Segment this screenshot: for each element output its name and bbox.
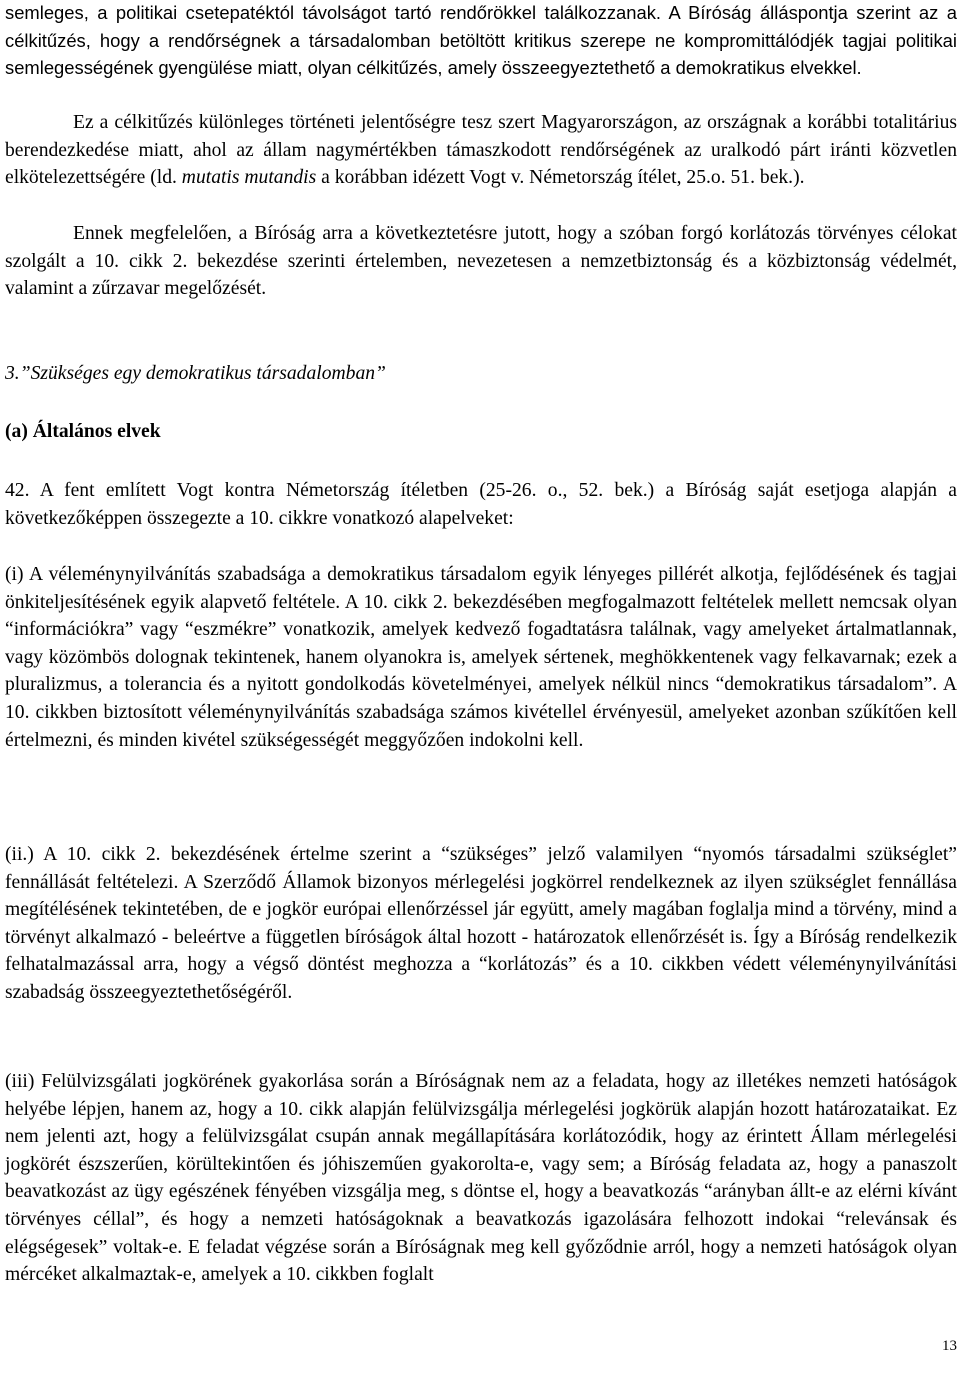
principle-iii: (iii) Felülvizsgálati jogkörének gyakorlása során a Bíróságnak nem az a feladata, hogy az illetékes nemzeti hatóságok helyébe lépjen, hanem az, hogy a 10. cikk alapján felülvizsgálja mérlegelési jogkörük alapján hozott határozataikat. Ez nem jelenti azt, hogy a felülvizsgálat csupán annak megállapítására korlátozódik, hogy az érintett Állam mérlegelési jogkörét észszerűen, körültekintően és jóhiszeműen gyakorolta-e, vagy sem; a Bíróság feladata az, hogy a panaszolt beavatkozást az ügy egészének fényében vizsgálja meg, s döntse el, hogy a beavatkozás “arányban állt-e az elérni kívánt törvényes céllal”, és hogy a nemzeti hatóságoknak a beavatkozás igazolására felhozott indokai “relevánsak és elégségesek” voltak-e. E feladat végzése során a Bíróságnak meg kell győződnie arról, hogy a nemzeti hatóságok olyan mércéket alkalmaztak-e, amelyek a 10. cikkben foglalt — [5, 1071, 957, 1286]
paragraph-42: 42. A fent említett Vogt kontra Németország ítéletben (25-26. o., 52. bek.) a Bíróság saját esetjoga alapján a következőképpen összegezte a 10. cikkre vonatkozó alapelveket: — [5, 480, 957, 529]
history-text-a: Ez a célkitűzés különleges történeti jelentőségre tesz szert Magyarországon, az országnak a korábbi totalitárius berendezkedése miatt, ahol az állam nagymértékben támaszkodott rendőrségének az uralkodó párt iránti közvetlen elkötelezettségére (ld. — [5, 112, 957, 189]
paragraph-police-neutrality: semleges, a politikai csetepatéktól távolságot tartó rendőrökkel találkozzanak. A Bíróság álláspontja szerint az a célkitűzés, hogy a rendőrségnek a társadalomban betöltött kritikus szerepe ne kompromittálódjék tagjai politikai semlegességének gyengülése miatt, olyan célkitűzés, amely összeegyeztethető a demokratikus elvekkel. — [5, 2, 957, 78]
subsection-heading: (a) Általános elvek — [5, 421, 161, 442]
latin-phrase: mutatis mutandis — [181, 167, 317, 189]
principle-i: (i) A véleménynyilvánítás szabadsága a demokratikus társadalom egyik lényeges pillérét alkotja, fejlődésének és tagjai önkiteljesítésének egyik alapvető feltétele. A 10. cikk 2. bekezdésében megfogalmazott feltételek mellett nemcsak olyan “információkra” vagy “eszmékre” vonatkozik, amelyek kedvező fogadtatásra találnak, vagy amelyeket ártalmatlannak, vagy közömbös dolognak tekintenek, hanem olyanokra is, amelyek sértenek, meghökkentenek vagy felkavarnak; ezek a pluralizmus, a tolerancia és a nyitott gondolkodás követelményei, amelyek nélkül nincs “demokratikus társadalom”. A 10. cikkben biztosított véleménynyilvánítás szabadsága számos kivétellel érvényesül, amelyeket azonban szűkítően kell értelmezni, és minden kivétel szükségességét meggyőzően indokolni kell. — [5, 564, 957, 751]
section-heading: 3.”Szükséges egy demokratikus társadalomban” — [5, 363, 386, 384]
history-text-b: a korábban idézett Vogt v. Németország ítélet, 25.o. 51. bek.). — [316, 167, 805, 189]
page-number: 13 — [942, 1338, 957, 1354]
principle-ii: (ii.) A 10. cikk 2. bekezdésének értelme szerint a “szükséges” jelző valamilyen “nyomós társadalmi szükséglet” fennállását feltételezi. A Szerződő Államok bizonyos mérlegelési jogkörrel rendelkeznek az ilyen szükséglet fennállása megítélésének tekintetében, de e jogkör európai ellenőrzéssel jár együtt, amely magában foglalja mind a törvény, mind a törvényt alkalmazó - beleértve a független bíróságok által hozott - határozatok ellenőrzését is. Így a Bíróság rendelkezik felhatalmazással arra, hogy a végső döntést meghozza a “korlátozás” és a 10. cikkben védett véleménynyilvánítási szabadság összeegyeztethetőségéről. — [5, 844, 957, 1003]
paragraph-historical-significance — [5, 109, 957, 192]
paragraph-conclusion: Ennek megfelelően, a Bíróság arra a következtetésre jutott, hogy a szóban forgó korlátozás törvényes célokat szolgált a 10. cikk 2. bekezdése szerinti értelemben, nevezetesen a nemzetbiztonság és a közbiztonság védelmét, valamint a zűrzavar megelőzését. — [5, 223, 957, 300]
